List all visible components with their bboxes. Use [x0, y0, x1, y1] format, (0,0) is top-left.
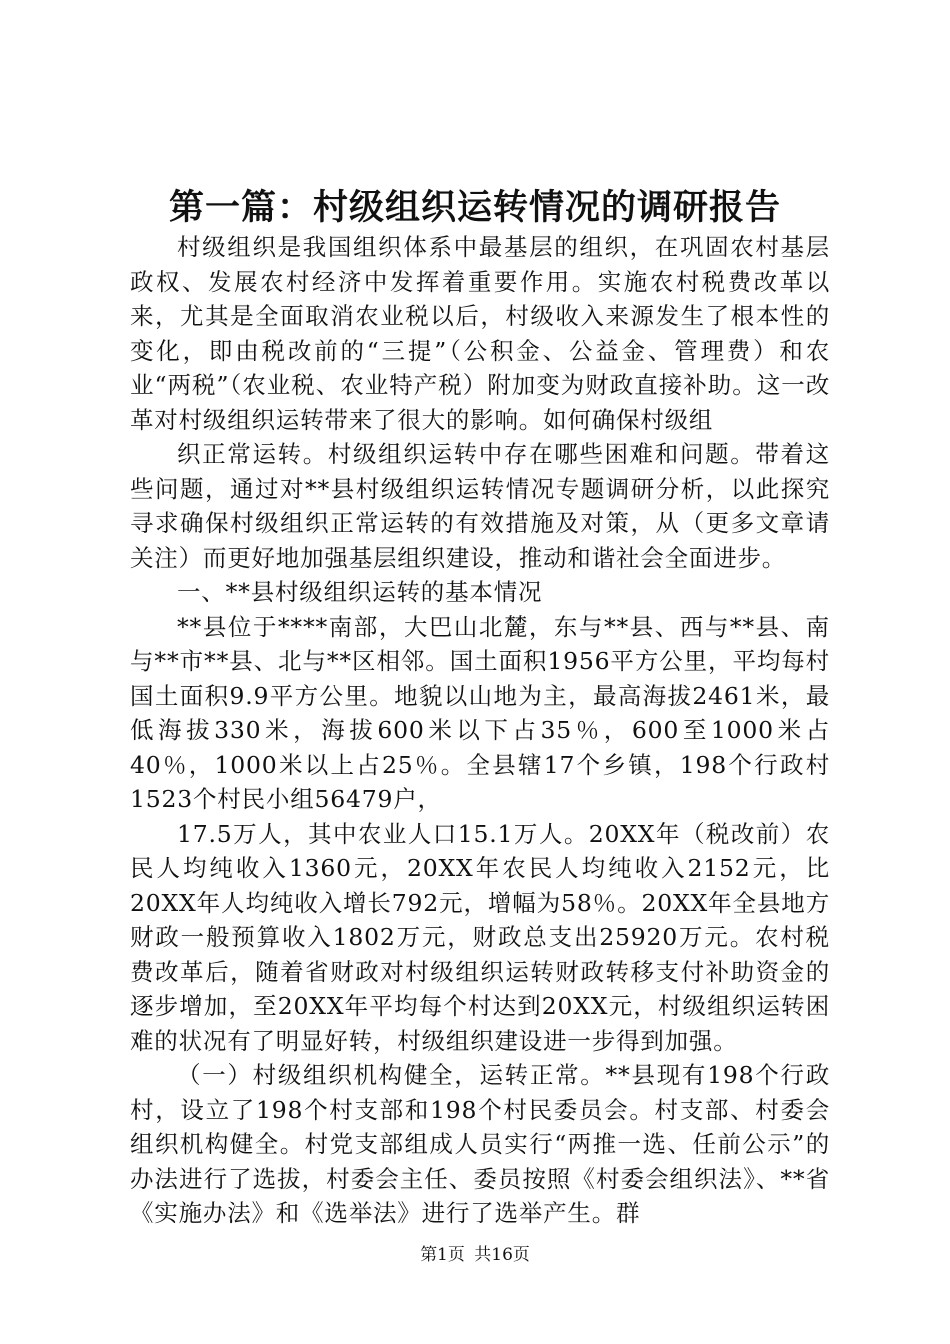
- page-number: 第1页: [420, 1245, 465, 1265]
- paragraph-intro: 村级组织是我国组织体系中最基层的组织，在巩固农村基层政权、发展农村经济中发挥着重要作用。实施农村税费改革以来，尤其是全面取消农业税以后，村级收入来源发生了根本性的变化，即由税改前的“三提”（公积金、公益金、管理费）和农业“两税”（农业税、农业特产税）附加变为财政直接补助。这一改革对村级组织运转带来了很大的影响。如何确保村级组: [130, 233, 830, 434]
- document-title: 第一篇：村级组织运转情况的调研报告: [168, 187, 781, 228]
- paragraph-county-overview: **县位于****南部，大巴山北麓，东与**县、西与**县、南与**市**县、北与**区相邻。国土面积1956平方公里，平均每村国土面积9.9平方公里。地貌以山地为主，最高海拔2461米，最低海拔330米，海拔600米以下占35％，600至1000米占40％，1000米以上占25％。全县辖17个乡镇，198个行政村1523个村民小组56479户，: [130, 612, 830, 813]
- paragraph-organization-structure: （一）村级组织机构健全，运转正常。**县现有198个行政村，设立了198个村支部和198个村民委员会。村支部、村委会组织机构健全。村党支部组成人员实行“两推一选、任前公示”的办法进行了选拔，村委会主任、委员按照《村委会组织法》、**省《实施办法》和《选举法》进行了选举产生。群: [130, 1061, 830, 1227]
- section-heading-basic-situation: 一、**县村级组织运转的基本情况: [177, 578, 543, 606]
- page-footer: [0, 1243, 950, 1267]
- paragraph-intro-continued: 织正常运转。村级组织运转中存在哪些困难和问题。带着这些问题，通过对**县村级组织运转情况专题调研分析，以此探究寻求确保村级组织正常运转的有效措施及对策，从（更多文章请关注）而更好地加强基层组织建设，推动和谐社会全面进步。: [130, 440, 830, 572]
- document-body: [130, 230, 830, 1231]
- paragraph-population-income: 17.5万人，其中农业人口15.1万人。20XX年（税改前）农民人均纯收入1360元，20XX年农民人均纯收入2152元，比20XX年人均纯收入增长792元，增幅为58％。20XX年全县地方财政一般预算收入1802万元，财政总支出25920万元。农村税费改革后，随着省财政对村级组织运转财政转移支付补助资金的逐步增加，至20XX年平均每个村达到20XX元，村级组织运转困难的状况有了明显好转，村级组织建设进一步得到加强。: [130, 819, 830, 1055]
- page-total: 共16页: [474, 1245, 530, 1265]
